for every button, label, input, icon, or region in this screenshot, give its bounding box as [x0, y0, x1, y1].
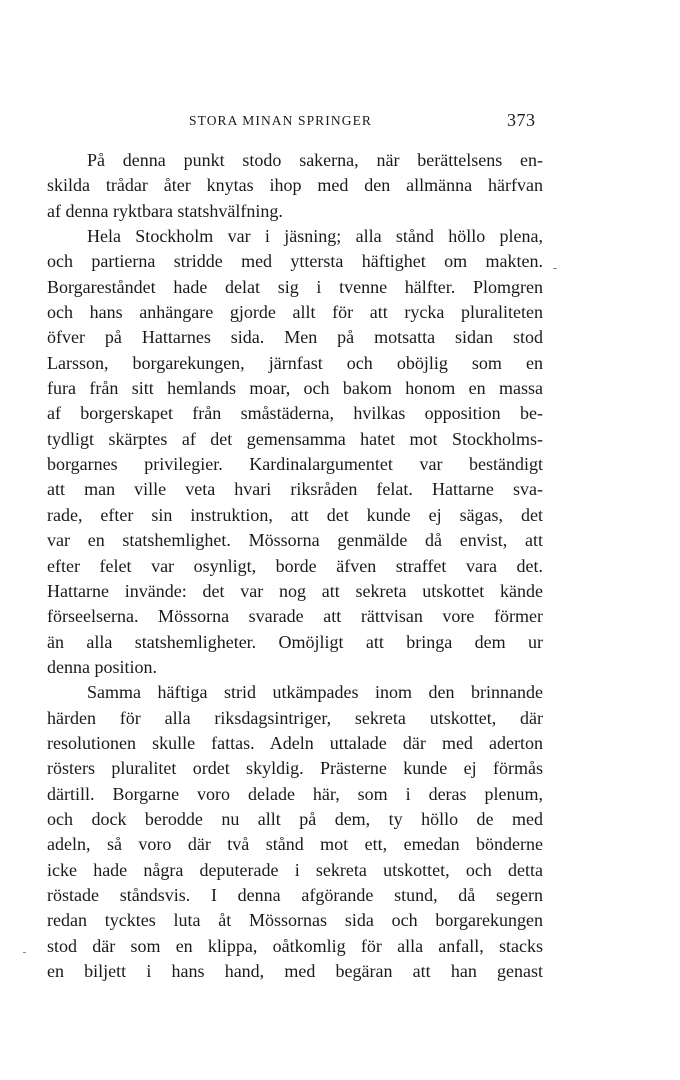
- text-line: Borgareståndet hade delat sig i tvenne hälfter. Plomgren: [47, 276, 543, 297]
- text-line: och hans anhängare gjorde allt för att rycka pluraliteten: [47, 302, 543, 323]
- text-line: stod där som en klippa, oåtkomlig för alla anfall, stacks: [47, 935, 543, 956]
- text-line: rösters pluralitet ordet skyldig. Prästerne kunde ej förmås: [47, 758, 543, 779]
- running-head: [0, 110, 680, 135]
- text-line: redan tycktes luta åt Mössornas sida och borgarekungen: [47, 910, 543, 931]
- text-line: att man ville veta hvari riksråden felat. Hattarne sva-: [47, 479, 543, 500]
- text-line: fura från sitt hemlands moar, och bakom honom en massa: [47, 378, 543, 399]
- text-line: Larsson, borgarekungen, järnfast och oböjlig som en: [47, 352, 543, 373]
- text-line: af borgerskapet från småstäderna, hvilkas opposition be-: [47, 403, 543, 424]
- text-line: Hattarne invände: det var nog att sekreta utskottet kände: [47, 580, 543, 601]
- body-text: [47, 148, 543, 984]
- text-line: denna position.: [47, 656, 157, 677]
- text-line: skilda trådar åter knytas ihop med den allmänna härfvan: [47, 175, 543, 196]
- text-line: och partierna stridde med yttersta häftighet om makten.: [47, 251, 543, 272]
- text-line: röstade ståndsvis. I denna afgörande stund, då segern: [47, 884, 543, 905]
- text-line: härden för alla riksdagsintriger, sekreta utskottet, där: [47, 707, 543, 728]
- text-line: Samma häftiga strid utkämpades inom den brinnande: [87, 682, 543, 703]
- text-line: var en statshemlighet. Mössorna genmälde då envist, att: [47, 530, 543, 551]
- text-line: öfver på Hattarnes sida. Men på motsatta sidan stod: [47, 327, 543, 348]
- text-line: Hela Stockholm var i jäsning; alla stånd höllo plena,: [87, 226, 543, 247]
- text-line: På denna punkt stodo sakerna, när berättelsens en-: [87, 150, 543, 170]
- text-line: en biljett i hans hand, med begäran att han genast: [47, 961, 543, 981]
- print-speck: [553, 268, 557, 269]
- text-line: borgarnes privilegier. Kardinalargumentet var beständigt: [47, 454, 543, 475]
- text-line: förseelserna. Mössorna svarade att rättvisan vore förmer: [47, 606, 543, 627]
- text-line: af denna ryktbara statshvälfning.: [47, 200, 283, 221]
- text-line: därtill. Borgarne voro delade här, som i deras plenum,: [47, 783, 543, 804]
- text-line: efter felet var osynligt, borde äfven straffet vara det.: [47, 555, 543, 576]
- text-line: resolutionen skulle fattas. Adeln uttalade där med aderton: [47, 732, 543, 753]
- print-speck: [23, 952, 26, 953]
- page-number: 373: [507, 110, 536, 130]
- text-line: icke hade några deputerade i sekreta utskottet, och detta: [47, 859, 543, 880]
- text-line: tydligt skärptes af det gemensamma hatet mot Stockholms-: [47, 428, 543, 449]
- running-title: STORA MINAN SPRINGER: [189, 113, 373, 128]
- text-line: rade, efter sin instruktion, att det kunde ej sägas, det: [47, 504, 543, 525]
- text-line: adeln, så voro där två stånd mot ett, emedan bönderne: [47, 834, 543, 855]
- text-line: och dock berodde nu allt på dem, ty höllo de med: [47, 808, 543, 829]
- text-line: än alla statshemligheter. Omöjligt att bringa dem ur: [47, 631, 543, 652]
